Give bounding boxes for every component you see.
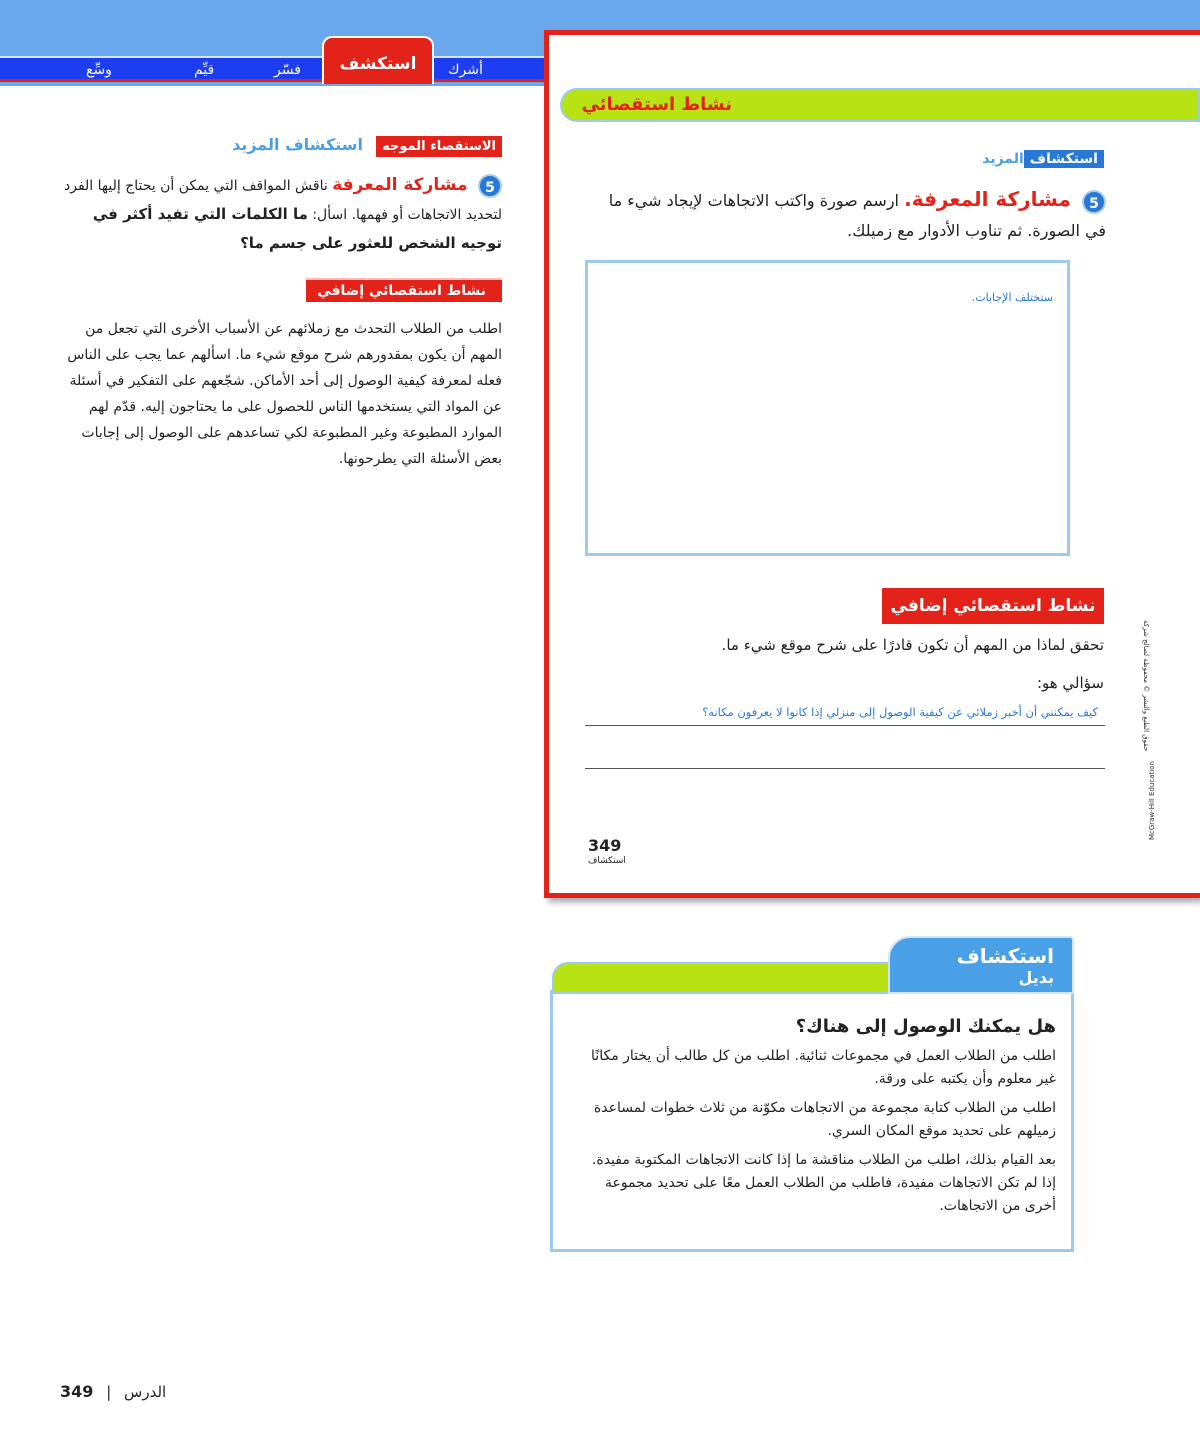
extra-inquiry-tag: نشاط استقصائي إضافي	[882, 588, 1104, 624]
answer-line[interactable]	[585, 768, 1105, 769]
guided-inquiry-header	[52, 135, 502, 165]
page-section: استكشاف	[588, 856, 626, 866]
alternative-heading: هل يمكنك الوصول إلى هناك؟	[795, 1016, 1056, 1037]
alternative-content	[578, 1016, 1056, 1224]
question-title: مشاركة المعرفة	[332, 175, 468, 195]
more-label: المزيد	[982, 151, 1024, 167]
alternative-tab	[888, 936, 1074, 994]
tab-evaluate[interactable]: قيِّم	[194, 62, 215, 78]
alternative-paragraph: اطلب من الطلاب العمل في مجموعات ثنائية. اطلب من كل طالب أن يختار مكانًا غير معلوم وأن يكتبه على ورقة.	[591, 1048, 1056, 1087]
footer-label: الدرس	[124, 1383, 167, 1401]
tab-strip	[0, 56, 560, 82]
footer-separator: |	[106, 1383, 112, 1401]
question-5	[590, 184, 1106, 246]
answer-note: ستختلف الإجابات.	[971, 291, 1053, 304]
explore-more-heading: استكشاف المزيد	[232, 135, 363, 154]
question-prompt: ما الكلمات التي تفيد أكثر في توجيه الشخص للعثور على جسم ما؟	[92, 205, 502, 252]
question-text: ناقش المواقف التي يمكن أن يحتاج إليها الفرد لتحديد الاتجاهات أو فهمها. اسأل:	[64, 178, 502, 223]
extra-activity-tag: نشاط استقصائي إضافي	[306, 278, 502, 302]
answer-line[interactable]	[585, 725, 1105, 726]
inquiry-banner	[560, 88, 1200, 122]
teacher-notes	[52, 135, 502, 472]
alternative-paragraph: بعد القيام بذلك، اطلب من الطلاب مناقشة ما إذا كانت الاتجاهات المكتوبة مفيدة. إذا لم تكن الاتجاهات مفيدة، فاطلب من الطلاب العمل معًا على تحديد مجموعة أخرى من الاتجاهات.	[591, 1152, 1056, 1214]
page-footer	[60, 1382, 166, 1401]
question-number-badge: 5	[478, 174, 502, 198]
drawing-answer-box[interactable]	[585, 260, 1070, 556]
question-text: ارسم صورة واكتب الاتجاهات لإيجاد شيء ما في الصورة. ثم تناوب الأدوار مع زميلك.	[608, 191, 1106, 240]
question-title: مشاركة المعرفة.	[904, 187, 1071, 211]
tab-extend[interactable]: وسِّع	[86, 62, 112, 78]
copyright-credit: حقوق الطبع والنشر © محفوظة لصالح شركة	[1142, 620, 1150, 752]
tab-explain[interactable]: فسّر	[274, 62, 301, 78]
footer-page-number: 349	[60, 1382, 94, 1401]
my-question-label: سؤالي هو:	[1036, 674, 1104, 692]
alternative-tab-subtitle: بديل	[1018, 968, 1054, 987]
extra-activity-text: اطلب من الطلاب التحدث مع زملائهم عن الأسباب الأخرى التي تجعل من المهم أن يكون بمقدورهم شرح موقع شيء ما. اسألهم عما يجب على الناس فعله لمعرفة كيفية الوصول إلى أحد الأماكن. شجّعهم على التفكير في أسئلة عن المواد التي يستخدمها الناس للحصول على ما يحتاجون إليه. قدّم لهم الموارد المطبوعة وغير المطبوعة لكي تساعدهم على الوصول إلى إجابات بعض الأسئلة التي يطرحونها.	[67, 321, 502, 467]
question-5-notes	[52, 171, 502, 258]
page-number: 349	[588, 836, 622, 855]
publisher-credit: McGraw-Hill Education	[1148, 761, 1156, 840]
alternative-paragraph: اطلب من الطلاب كتابة مجموعة من الاتجاهات مكوّنة من ثلاث خطوات لمساعدة زميلهم على تحديد موقع المكان السري.	[593, 1100, 1056, 1139]
inquiry-banner-title: نشاط استقصائي	[581, 94, 732, 115]
extra-prompt: تحقق لماذا من المهم أن تكون قادرًا على شرح موقع شيء ما.	[721, 636, 1104, 654]
tab-engage[interactable]: أشرك	[448, 62, 483, 78]
alternative-tab-title: استكشاف	[956, 944, 1054, 968]
sample-answer: كيف يمكنني أن أخبر زملائي عن كيفية الوصول إلى منزلي إذا كانوا لا يعرفون مكانه؟	[702, 705, 1098, 719]
tab-explore-active[interactable]: استكشف	[322, 36, 434, 84]
explore-more-subheader	[964, 150, 1104, 170]
question-number-badge: 5	[1082, 190, 1106, 214]
explore-block: استكشاف	[1024, 150, 1104, 168]
guided-inquiry-tag: الاستقصاء الموجه	[376, 136, 502, 157]
